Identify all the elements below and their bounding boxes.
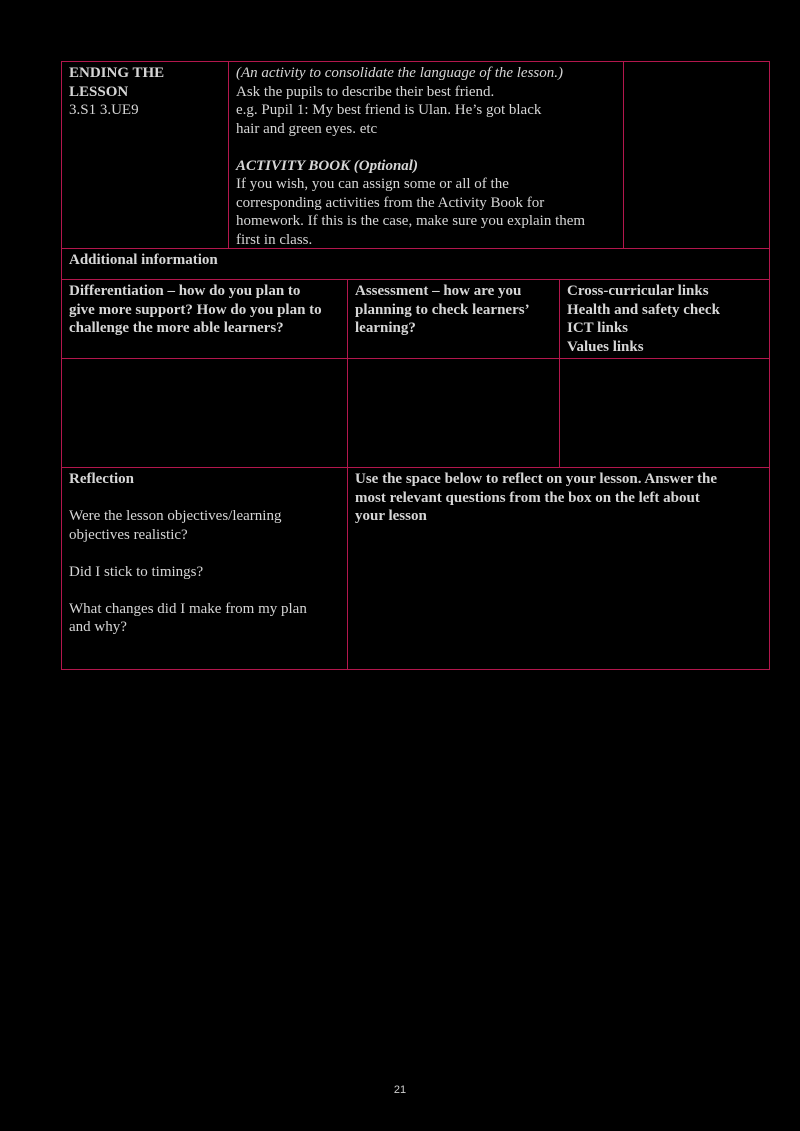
activity-book-line2: corresponding activities from the Activity Book for (236, 194, 545, 211)
reflection-title: Reflection (69, 471, 134, 487)
reflection-q3-line1: What changes did I make from my plan (69, 600, 307, 617)
ending-content-cell (228, 61, 624, 249)
differentiation-line3: challenge the more able learners? (69, 320, 284, 336)
activity-book-line4: first in class. (236, 231, 313, 248)
reflect-space-line3: your lesson (355, 508, 427, 524)
links-response-cell[interactable] (559, 358, 770, 468)
activity-book-title: ACTIVITY BOOK (Optional) (236, 157, 418, 174)
values-links: Values links (567, 338, 644, 355)
activity-book-line3: homework. If this is the case, make sure you explain them (236, 213, 586, 229)
ending-instruction: Ask the pupils to describe their best friend. (236, 83, 495, 100)
ict-links: ICT links (567, 320, 629, 336)
ending-resources-cell (623, 61, 770, 249)
differentiation-header-cell (61, 279, 348, 359)
health-safety-check: Health and safety check (567, 301, 720, 318)
reflect-space-line1: Use the space below to reflect on your lesson. Answer the (355, 471, 718, 487)
differentiation-line2: give more support? How do you plan to (69, 301, 322, 318)
ending-codes: 3.S1 3.UE9 (69, 102, 139, 118)
assessment-response-cell[interactable] (347, 358, 560, 468)
additional-information-heading: Additional information (69, 252, 218, 268)
assessment-line2: planning to check learners’ (355, 301, 530, 318)
reflection-q3-line2: and why? (69, 619, 127, 635)
ending-heading-line1: ENDING THE (69, 65, 165, 81)
ending-stage-cell (61, 61, 229, 249)
additional-information-cell (61, 248, 770, 280)
activity-book-line1: If you wish, you can assign some or all of the (236, 176, 509, 192)
assessment-line3: learning? (355, 320, 416, 336)
reflection-q2: Did I stick to timings? (69, 563, 204, 580)
reflection-cell (61, 467, 348, 670)
assessment-header-cell (347, 279, 560, 359)
ending-heading-line2: LESSON (69, 83, 129, 100)
cross-curricular-links: Cross-curricular links (567, 283, 709, 299)
reflection-q1-line1: Were the lesson objectives/learning (69, 508, 282, 524)
reflection-q1-line2: objectives realistic? (69, 526, 188, 543)
assessment-line1: Assessment – how are you (355, 283, 522, 299)
ending-example-line2: hair and green eyes. etc (236, 120, 378, 137)
activity-note: (An activity to consolidate the language of the lesson.) (236, 65, 564, 81)
ending-example-line1: e.g. Pupil 1: My best friend is Ulan. He’s got black (236, 102, 542, 118)
reflect-space-line2: most relevant questions from the box on the left about (355, 489, 700, 506)
reflect-space-cell[interactable] (347, 467, 770, 670)
differentiation-response-cell[interactable] (61, 358, 348, 468)
page-number: 21 (393, 1084, 407, 1096)
links-header-cell (559, 279, 770, 359)
differentiation-line1: Differentiation – how do you plan to (69, 283, 301, 299)
